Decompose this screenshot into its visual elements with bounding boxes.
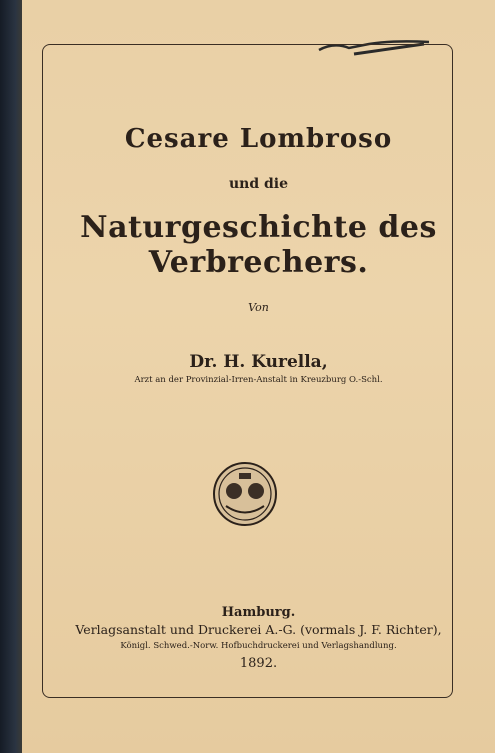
author-name: Dr. H. Kurella, [189,352,328,372]
title-line-2: und die [228,176,289,192]
place: Hamburg. [221,605,296,620]
cover-page [22,0,495,753]
publisher-sub: Königl. Schwed.-Norw. Hofbuchdruckerei und Verlagshandlung. [120,641,397,651]
title-line-1: Cesare Lombroso [124,124,393,154]
publisher-emblem [212,461,278,527]
publisher: Verlagsanstalt und Druckerei A.-G. (vormals J. F. Richter), [75,622,442,637]
year: 1892. [239,656,278,671]
author-title: Arzt an der Provinzial-Irren-Anstalt in Kreuzburg O.-Schl. [134,375,383,385]
book-spine [0,0,22,753]
title-line-3: Naturgeschichte des Verbrechers. [80,210,437,280]
by-label: Von [248,301,269,314]
